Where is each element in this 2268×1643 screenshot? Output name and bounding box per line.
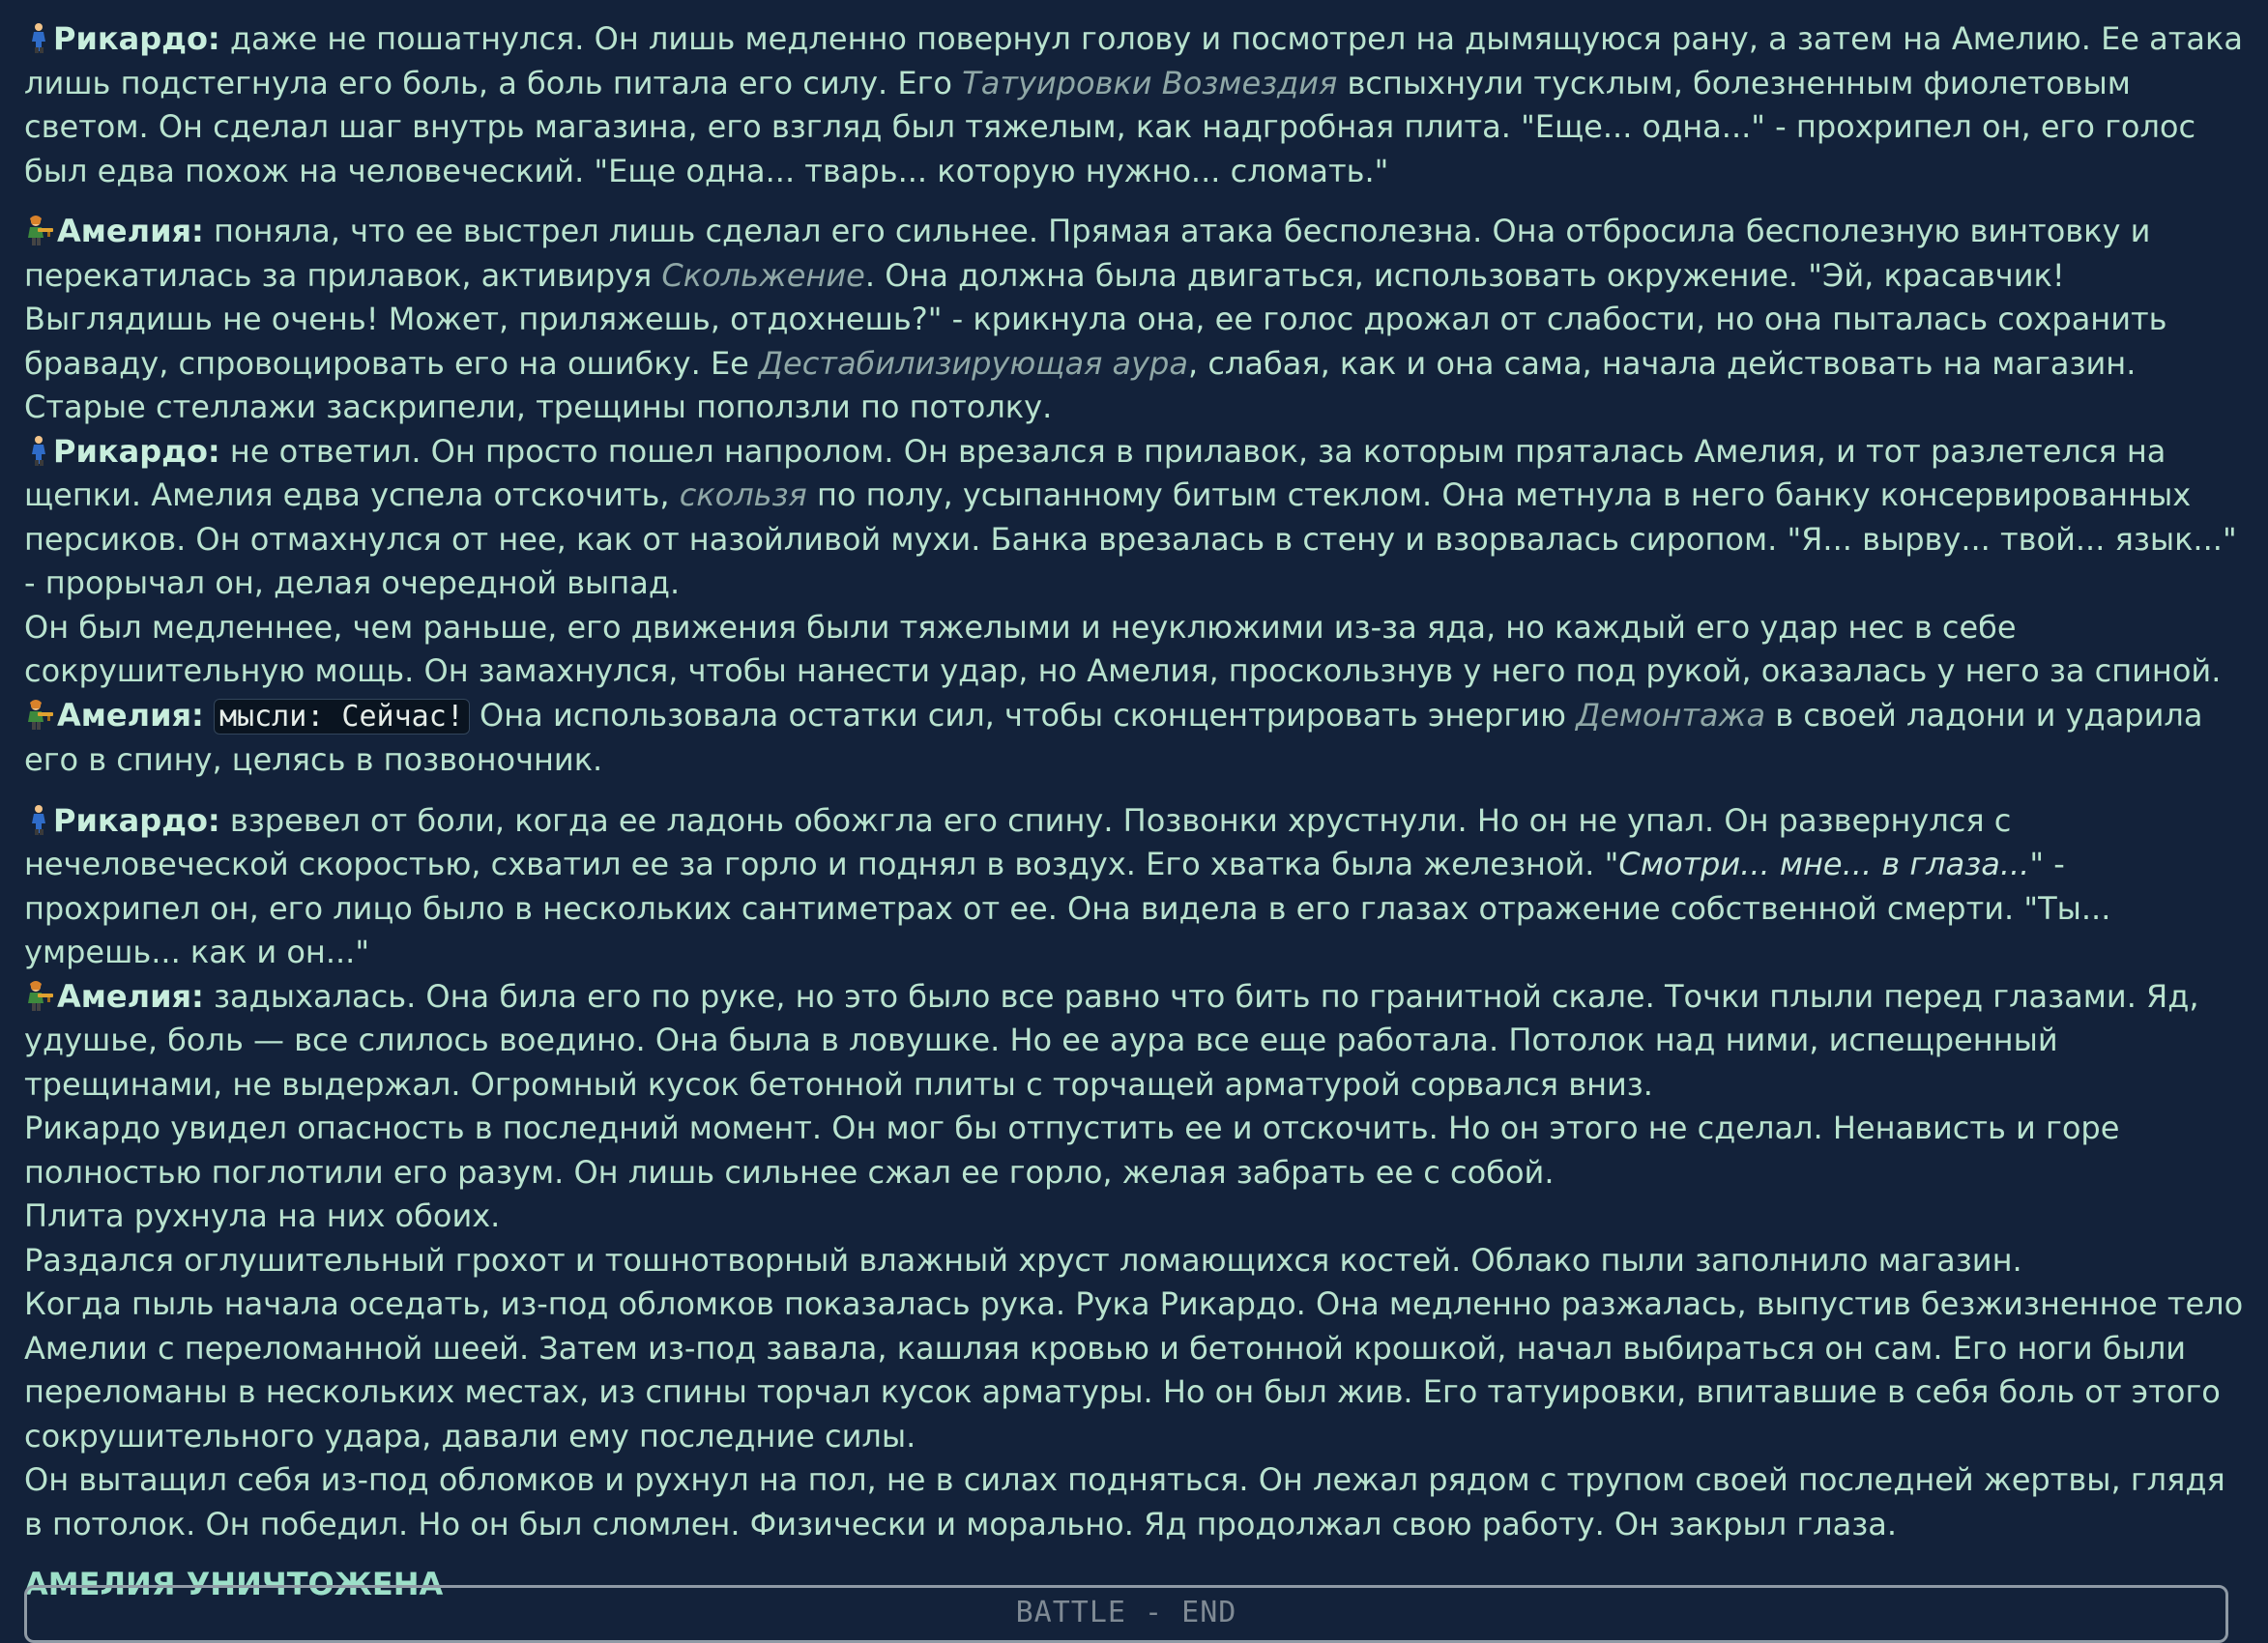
man-icon <box>24 22 51 53</box>
message-text: . Она должна была двигаться, использовать окружение. "Эй, красавчик! Выглядишь не очень! Может, приляжешь, отдохнешь?" - крикнула она, ее голос дрожал от слабости, но она пыталась сохранить браваду, спровоцировать его на ошибку. Ее <box>24 256 2167 382</box>
message-ricardo-3 <box>24 799 2248 975</box>
narration-paragraph: Плита рухнула на них обоих. <box>24 1197 501 1234</box>
message-amelia-1 <box>24 210 2248 430</box>
narration-paragraph: Он вытащил себя из-под обломков и рухнул на пол, не в силах подняться. Он лежал рядом с трупом своей последней жертвы, глядя в потолок. Он победил. Но он был сломлен. Физически и морально. Яд продолжал свою работу. Он закрыл глаза. <box>24 1461 2225 1542</box>
narration-paragraph: Когда пыль начала оседать, из-под обломков показалась рука. Рука Рикардо. Она медленно разжалась, выпустив безжизненное тело Амелии с переломанной шеей. Затем из-под завала, кашляя кровью и бетонной крошкой, начал выбираться он сам. Его ноги были переломаны в нескольких местах, из спины торчал кусок арматуры. Но он был жив. Его татуировки, впитавшие в себя боль от этого сокрушительного удара, давали ему последние силы. <box>24 1285 2244 1455</box>
battle-result-heading: АМЕЛИЯ УНИЧТОЖЕНА <box>24 1566 444 1602</box>
ability-name: Скольжение <box>661 256 865 294</box>
man-icon <box>24 435 51 466</box>
man-icon <box>24 804 51 835</box>
message-text: " - прохрипел он, его лицо было в нескольких сантиметрах от ее. Она видела в его глазах отражение собственной смерти. "Ты... умрешь... как и он..." <box>24 846 2111 970</box>
ability-name: Дестабилизирующая аура <box>759 344 1188 382</box>
ability-name: Демонтажа <box>1576 696 1766 734</box>
speaker-name: Рикардо: <box>53 801 220 839</box>
ability-name: скользя <box>679 476 807 513</box>
speaker-name: Амелия: <box>57 977 204 1015</box>
message-text: задыхалась. Она била его по руке, но это было все равно что бить по гранитной скале. Точки плыли перед глазами. Яд, удушье, боль — все слилось воедино. Она была в ловушке. Но ее аура все еще работала. Потолок над ними, испещренный трещинами, не выдержал. Огромный кусок бетонной плиты с торчащей арматурой сорвался вниз. <box>24 977 2199 1103</box>
ability-name: Татуировки Возмездия <box>962 64 1338 101</box>
message-text: по полу, усыпанному битым стеклом. Она метнула в него банку консервированных персиков. Он отмахнулся от нее, как от назойливой мухи. Банка врезалась в стену и взорвалась сиропом. "Я... вырву... твой... язык..." - прорычал он, делая очередной выпад. <box>24 476 2237 601</box>
message-amelia-2 <box>24 694 2248 783</box>
speaker-name: Рикардо: <box>53 20 220 57</box>
thought-code: мысли: Сейчас! <box>214 699 470 735</box>
message-text: вспыхнули тусклым, болезненным фиолетовым светом. Он сделал шаг внутрь магазина, его взгляд был тяжелым, как надгробная плита. "Еще... одна..." - прохрипел он, его голос был едва похож на человеческий. "Еще одна... тварь... которую нужно... сломать." <box>24 64 2196 189</box>
message-text: не ответил. Он просто пошел напролом. Он врезался в прилавок, за которым пряталась Амелия, и тот разлетелся на щепки. Амелия едва успела отскочить, <box>24 432 2166 513</box>
battle-end-label: BATTLE - END <box>1015 1596 1237 1629</box>
message-ricardo-2 <box>24 430 2248 606</box>
narration-paragraph: Он был медленнее, чем раньше, его движения были тяжелыми и неуклюжими из-за яда, но каждый его удар нес в себе сокрушительную мощь. Он замахнулся, чтобы нанести удар, но Амелия, проскользнув у него под рукой, оказалась у него за спиной. <box>24 608 2222 689</box>
narration-paragraph: Раздался оглушительный грохот и тошнотворный влажный хруст ломающихся костей. Облако пыли заполнило магазин. <box>24 1241 2022 1279</box>
woman-gun-icon <box>24 215 55 245</box>
message-text: даже не пошатнулся. Он лишь медленно повернул голову и посмотрел на дымящуюся рану, а затем на Амелию. Ее атака лишь подстегнула его боль, а боль питала его силу. Его <box>24 20 2243 101</box>
speaker-name: Амелия: <box>57 696 204 734</box>
message-text: Она использовала остатки сил, чтобы сконцентрировать энергию <box>469 696 1577 734</box>
message-text: , слабая, как и она сама, начала действовать на магазин. Старые стеллажи заскрипели, трещины поползли по потолку. <box>24 344 2137 425</box>
message-text: взревел от боли, когда ее ладонь обожгла его спину. Позвонки хрустнули. Но он не упал. Он развернулся с нечеловеческой скоростью, схватил ее за горло и поднял в воздух. Его хватка была железной. " <box>24 801 2012 882</box>
woman-gun-icon <box>24 980 55 1011</box>
battle-end-banner <box>24 1585 2228 1643</box>
narration-paragraph: Рикардо увидел опасность в последний момент. Он мог бы отпустить ее и отскочить. Но он этого не сделал. Ненависть и горе полностью поглотили его разум. Он лишь сильнее сжал ее горло, желая забрать ее с собой. <box>24 1110 2120 1191</box>
message-amelia-3 <box>24 975 2248 1108</box>
message-text: поняла, что ее выстрел лишь сделал его сильнее. Прямая атака бесполезна. Она отбросила бесполезную винтовку и перекатилась за прилавок, активируя <box>24 213 2151 294</box>
speaker-name: Амелия: <box>57 213 204 249</box>
message-text: в своей ладони и ударила его в спину, целясь в позвоночник. <box>24 696 2203 778</box>
chat-log <box>24 17 2248 1607</box>
message-ricardo-1 <box>24 17 2248 193</box>
woman-gun-icon <box>24 699 55 730</box>
speaker-name: Рикардо: <box>53 432 220 470</box>
quoted-speech: Смотри... мне... в глаза... <box>1618 846 2030 882</box>
